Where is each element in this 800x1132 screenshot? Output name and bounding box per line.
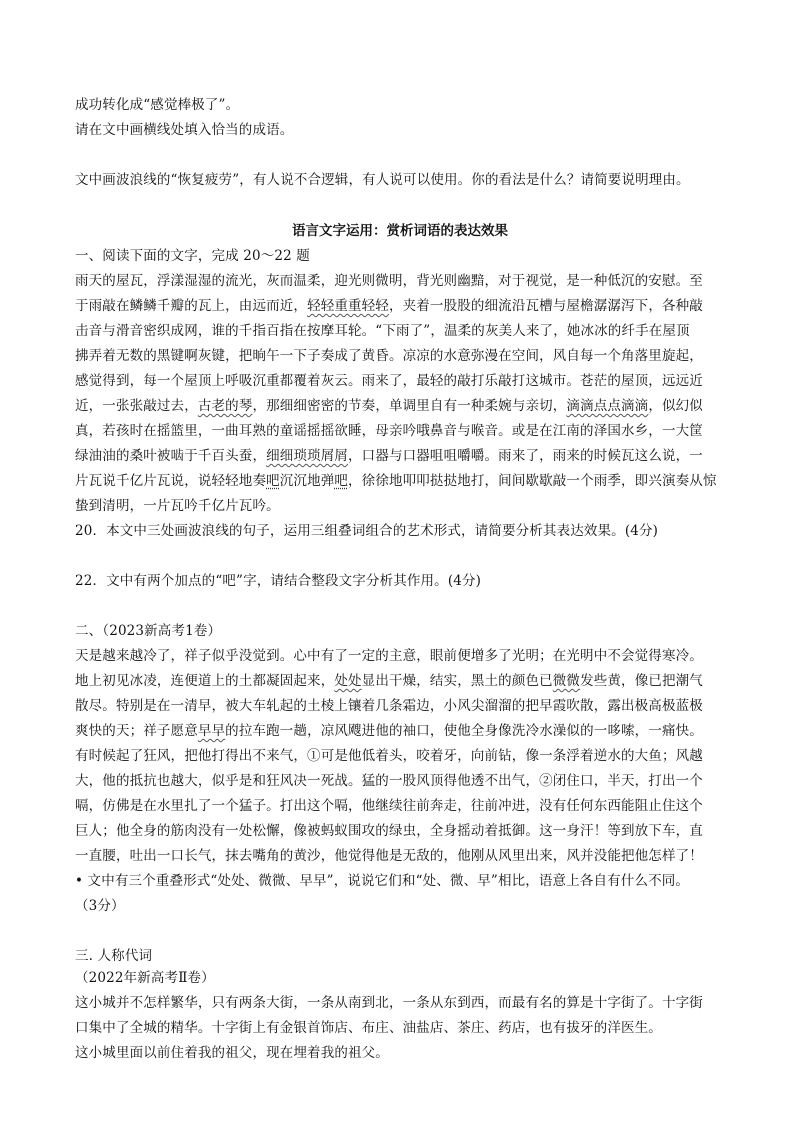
part3-source: （2022年新高考Ⅱ卷） [75, 970, 215, 986]
part2-line-6: 大，他的抵抗也越大，似乎是和狂风决一死战。猛的一股风顶得他透不出气，②闭住口，半天，打出一个 [75, 773, 703, 789]
part2-heading: 二、（2023新高考1卷） [75, 623, 222, 639]
part2-question: • 文中有三个重叠形式“处处、微微、早早”，说说它们和“处、微、早”相比，语意上各自有什么不同。 [75, 873, 690, 889]
dotted-ba-1: 吧 [266, 473, 280, 489]
wavy-underline-4: 细细琐琐屑屑 [266, 448, 349, 464]
part2-line-5: 有时候起了狂风，把他打得出不来气，①可是他低着头，咬着牙，向前钻，像一条浮着逆水的大鱼；风越 [75, 748, 703, 764]
part1-line-4: 拂弄着无数的黑键啊灰键，把晌午一下子奏成了黄昏。凉凉的水意弥漫在空间，风自每一个角落里旋起， [75, 348, 703, 364]
wavy-underline-3: 滴滴点点滴滴 [566, 398, 649, 414]
part1-line-2: 于雨敲在鳞鳞千瓣的瓦上，由远而近，轻轻重重轻轻，夹着一股股的细流沿瓦槽与屋檐潺潺泻下，各种敲 [75, 298, 703, 314]
part2-line-1: 天是越来越冷了，祥子似乎没觉到。心中有了一定的主意，眼前便增多了光明；在光明中不会觉得寒冷。 [75, 648, 703, 664]
intro-line-2: 请在文中画横线处填入恰当的成语。 [75, 122, 294, 138]
part2-line-3: 散尽。特别是在一清早，被大车轧起的土棱上镶着几条霜边，小风尖溜溜的把早霞吹散，露出极高极蓝极 [75, 698, 703, 714]
part2-score: （3分） [75, 898, 125, 914]
part1-heading: 一、阅读下面的文字，完成 20～22 题 [75, 248, 310, 264]
underline-chuchu: 处处 [334, 673, 362, 689]
section-title: 语言文字运用：赏析词语的表达效果 [292, 223, 508, 239]
part2-line-8: 巨人；他全身的筋肉没有一处松懈，像被蚂蚁围攻的绿虫，全身摇动着抵御。这一身汗！等到放下车，直 [75, 823, 703, 839]
part3-line-2: 口集中了全城的精华。十字街上有金银首饰店、布庄、油盐店、茶庄、药店，也有拔牙的洋医生。 [75, 1020, 662, 1036]
question-fatigue: 文中画波浪线的“恢复疲劳”，有人说不合逻辑，有人说可以使用。你的看法是什么？请简要说明理由。 [75, 172, 690, 188]
question-22: 22．文中有两个加点的“吧”字，请结合整段文字分析其作用。(4分) [75, 573, 482, 589]
part3-line-3: 这小城里面以前住着我的祖父，现在埋着我的祖父。 [75, 1045, 389, 1061]
part3-line-1: 这小城并不怎样繁华，只有两条大街，一条从南到北，一条从东到西，而最有名的算是十字街了。十字街 [75, 995, 703, 1011]
part2-line-9: 一直腰，吐出一口长气，抹去嘴角的黄沙，他觉得他是无敌的，他刚从风里出来，风并没能把他怎样了！ [75, 848, 703, 864]
wavy-underline-1: 轻轻重重轻轻 [307, 298, 389, 314]
part1-line-1: 雨天的屋瓦，浮漾湿湿的流光，灰而温柔，迎光则微明，背光则幽黯，对于视觉，是一种低沉的安慰。至 [75, 273, 703, 289]
part1-line-10: 蛰到清明，一片瓦吟千亿片瓦吟。 [75, 498, 280, 514]
part2-line-7: 嗝，仿佛是在水里扎了一个猛子。打出这个嗝，他继续往前奔走，往前冲进，没有任何东西能阻止住这个 [75, 798, 703, 814]
part1-line-9: 片瓦说千亿片瓦说，说轻轻地奏吧沉沉地弹吧，徐徐地叩叩挞挞地打，间间歇歇敲一个雨季，即兴演奏从惊 [75, 473, 717, 489]
wavy-underline-2: 古老的琴 [197, 398, 253, 414]
part1-line-7: 真，若孩时在摇篮里，一曲耳熟的童谣摇摇欲睡，母亲吟哦鼻音与喉音。或是在江南的泽国水乡，一大筐 [75, 423, 703, 439]
part1-line-8: 绿油油的桑叶被啮于千百头蚕，细细琐琐屑屑，口器与口器咀咀嚼嚼。雨来了，雨来的时候瓦这么说，一 [75, 448, 703, 464]
part1-line-5: 感觉得到，每一个屋顶上呼吸沉重都覆着灰云。雨来了，最轻的敲打乐敲打这城市。苍茫的屋顶，远远近 [75, 373, 703, 389]
part3-heading: 三. 人称代词 [75, 948, 153, 964]
part1-line-6: 近，一张张敲过去，古老的琴，那细细密密的节奏，单调里自有一种柔婉与亲切，滴滴点点滴滴，似幻似 [75, 398, 703, 414]
question-20: 20．本文中三处画波浪线的句子，运用三组叠词组合的艺术形式，请简要分析其表达效果。(4分) [75, 523, 659, 539]
part2-line-2: 地上初见冰凌，连便道上的土都凝固起来，处处显出干燥，结实，黑土的颜色已微微发些黄，像已把潮气 [75, 673, 703, 689]
intro-line-1: 成功转化成“感觉棒极了”。 [75, 97, 240, 113]
part2-line-4: 爽快的天；祥子愿意早早的拉车跑一趟，凉风飕进他的袖口，使他全身像洗冷水澡似的一哆嗦，一痛快。 [75, 723, 703, 739]
part1-line-3: 击音与滑音密织成网，谁的千指百指在按摩耳轮。“下雨了”，温柔的灰美人来了，她冰冰的纤手在屋顶 [75, 323, 690, 339]
dotted-ba-2: 吧 [334, 473, 349, 489]
underline-zaozao: 早早 [197, 723, 226, 739]
underline-weiwei: 微微 [552, 673, 581, 689]
